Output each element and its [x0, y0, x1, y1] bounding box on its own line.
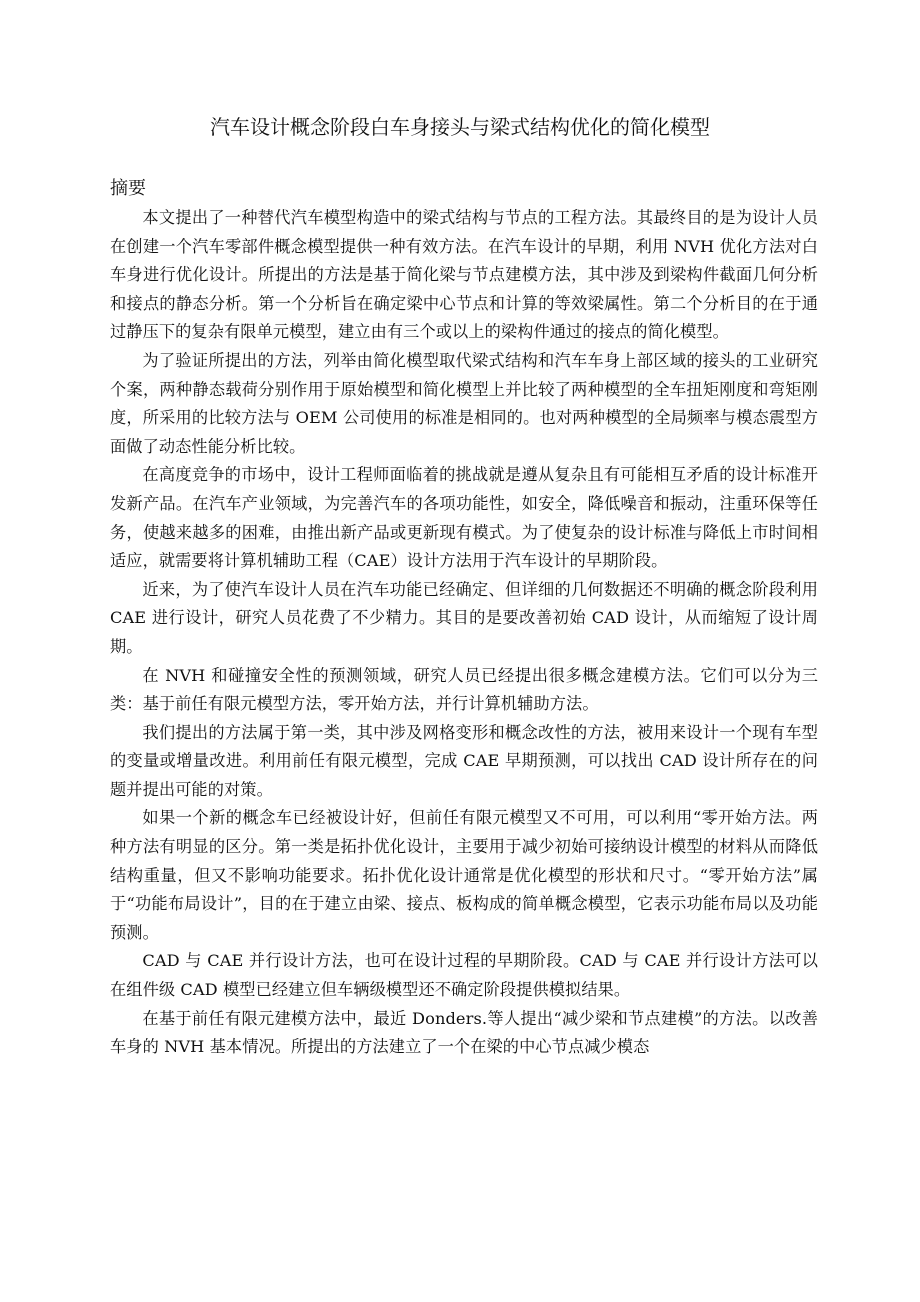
abstract-heading: 摘要	[110, 178, 146, 199]
paragraph: 本文提出了一种替代汽车模型构造中的梁式结构与节点的工程方法。其最终目的是为设计人员在创建一个汽车零部件概念模型提供一种有效方法。在汽车设计的早期，利用 NVH 优化方法对白车身进行优化设计。所提出的方法是基于简化梁与节点建模方法，其中涉及到梁构件截面几何分析和接点的静态分析。第一个分析旨在确定梁中心节点和计算的等效梁属性。第二个分析目的在于通过静压下的复杂有限单元模型，建立由有三个或以上的梁构件通过的接点的简化模型。	[110, 208, 818, 342]
abstract-body	[110, 204, 818, 1062]
paragraph: 在基于前任有限元建模方法中，最近 Donders.等人提出“减少梁和节点建模”的方法。以改善车身的 NVH 基本情况。所提出的方法建立了一个在梁的中心节点减少模态	[110, 1008, 818, 1057]
document-title: 汽车设计概念阶段白车身接头与梁式结构优化的简化模型	[210, 115, 710, 139]
paragraph: CAD 与 CAE 并行设计方法，也可在设计过程的早期阶段。CAD 与 CAE 并行设计方法可以在组件级 CAD 模型已经建立但车辆级模型还不确定阶段提供模拟结果。	[110, 951, 818, 1000]
paragraph: 在 NVH 和碰撞安全性的预测领域，研究人员已经提出很多概念建模方法。它们可以分为三类：基于前任有限元模型方法，零开始方法，并行计算机辅助方法。	[110, 665, 818, 714]
paragraph: 在高度竞争的市场中，设计工程师面临着的挑战就是遵从复杂且有可能相互矛盾的设计标准开发新产品。在汽车产业领域，为完善汽车的各项功能性，如安全，降低噪音和振动，注重环保等任务，使越来越多的困难，由推出新产品或更新现有模式。为了使复杂的设计标准与降低上市时间相适应，就需要将计算机辅助工程（CAE）设计方法用于汽车设计的早期阶段。	[110, 465, 818, 571]
paragraph: 近来，为了使汽车设计人员在汽车功能已经确定、但详细的几何数据还不明确的概念阶段利用 CAE 进行设计，研究人员花费了不少精力。其目的是要改善初始 CAD 设计，从而缩短了设计周期。	[110, 579, 818, 656]
paragraph: 我们提出的方法属于第一类，其中涉及网格变形和概念改性的方法，被用来设计一个现有车型的变量或增量改进。利用前任有限元模型，完成 CAE 早期预测，可以找出 CAD 设计所存在的问题并提出可能的对策。	[110, 722, 818, 799]
paragraph: 如果一个新的概念车已经被设计好，但前任有限元模型又不可用，可以利用“零开始方法。两种方法有明显的区分。第一类是拓扑优化设计，主要用于减少初始可接纳设计模型的材料从而降低结构重量，但又不影响功能要求。拓扑优化设计通常是优化模型的形状和尺寸。“零开始方法”属于“功能布局设计”，目的在于建立由梁、接点、板构成的简单概念模型，它表示功能布局以及功能预测。	[110, 808, 818, 942]
paragraph: 为了验证所提出的方法，列举由简化模型取代梁式结构和汽车车身上部区域的接头的工业研究个案，两种静态载荷分别作用于原始模型和简化模型上并比较了两种模型的全车扭矩刚度和弯矩刚度，所采用的比较方法与 OEM 公司使用的标准是相同的。也对两种模型的全局频率与模态震型方面做了动态性能分析比较。	[110, 350, 818, 456]
